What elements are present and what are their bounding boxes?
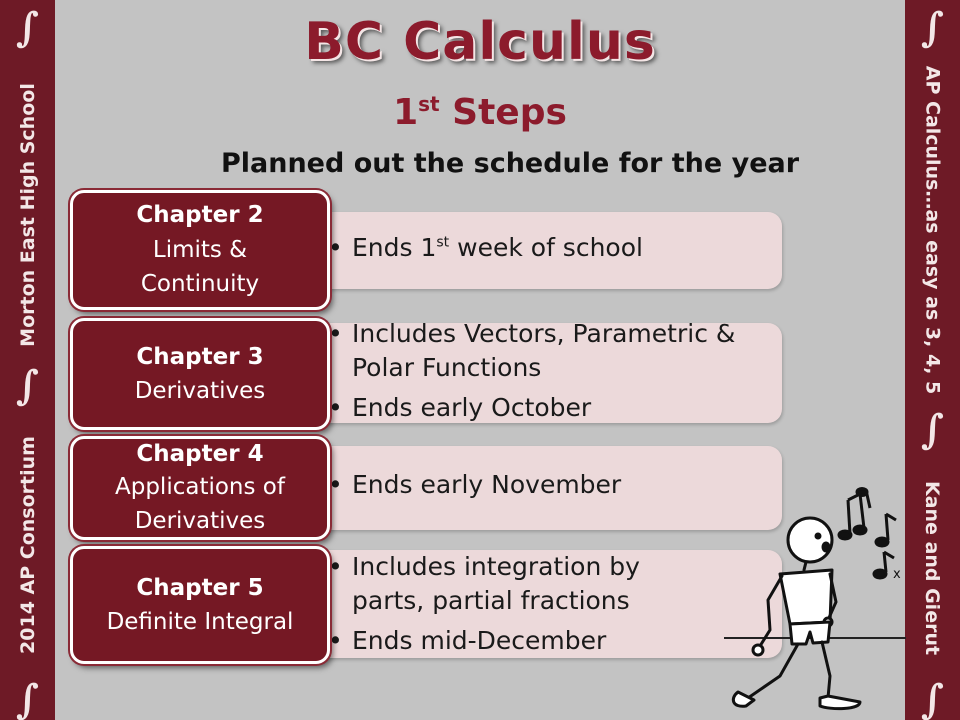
note-label: x <box>893 567 901 582</box>
list-item: • Includes Vectors, Parametric & Polar Functions <box>352 317 772 385</box>
integral-symbol-icon: ∫ <box>15 676 40 720</box>
course-tagline: AP Calculus…as easy as 3, 4, 5 <box>921 65 944 395</box>
stick-figure-icon <box>710 470 910 720</box>
right-sidebar <box>905 0 960 720</box>
list-item: • Ends early October <box>352 391 772 425</box>
chapter-5-details <box>280 550 782 658</box>
chapter-name: Chapter 4 <box>136 440 264 467</box>
chapter-2-box <box>70 190 330 310</box>
integral-symbol-icon: ∫ <box>920 4 945 51</box>
list-item: • Ends early November <box>352 468 772 502</box>
left-sidebar <box>0 0 55 720</box>
chapter-3-box <box>70 318 330 430</box>
integral-symbol-icon: ∫ <box>15 362 40 409</box>
integral-symbol-icon: ∫ <box>15 4 40 51</box>
list-item: • Includes integration by parts, partial fractions <box>352 550 674 618</box>
chapter-name: Chapter 3 <box>136 343 264 370</box>
authors-label: Kane and Gierut <box>921 480 944 655</box>
chapter-5-box <box>70 546 330 664</box>
chapter-topic: Continuity <box>140 271 260 298</box>
integral-symbol-icon: ∫ <box>920 676 945 720</box>
integral-symbol-icon: ∫ <box>920 406 945 453</box>
chapter-4-details <box>280 446 782 530</box>
chapter-topic: Definite Integral <box>106 609 294 635</box>
chapter-topic: Applications of <box>115 474 285 501</box>
slide-title: BC Calculus <box>304 12 656 72</box>
slide-subtitle: 1st Steps <box>393 92 567 133</box>
chapter-topic: Limits & <box>152 236 248 263</box>
chapter-2-details <box>280 212 782 289</box>
chapter-name: Chapter 2 <box>136 202 264 229</box>
consortium-label: 2014 AP Consortium <box>16 436 39 654</box>
list-item: • Ends mid-December <box>352 624 674 658</box>
chapter-topic: Derivatives <box>134 507 266 534</box>
plan-heading: Planned out the schedule for the year <box>220 148 800 179</box>
list-item: • Ends 1st week of school <box>352 231 772 265</box>
school-name: Morton East High School <box>16 83 39 347</box>
chapter-name: Chapter 5 <box>136 574 264 601</box>
chapter-4-box <box>70 436 330 540</box>
chapter-3-details <box>280 319 782 423</box>
chapter-topic: Derivatives <box>134 378 266 404</box>
